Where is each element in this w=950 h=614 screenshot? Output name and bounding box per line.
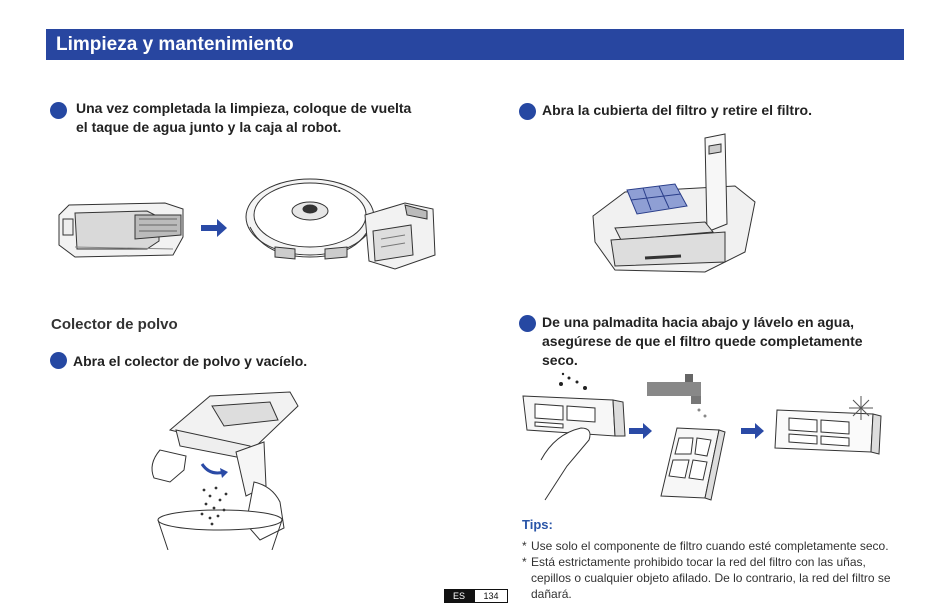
water-tank-drawing: [59, 203, 183, 257]
page-number: 134: [474, 589, 508, 603]
step-empty-bin: Abra el colector de polvo y vacíelo.: [73, 353, 308, 369]
filter-cover-illustration: [585, 132, 760, 282]
clean-filter-drawing: [775, 410, 881, 454]
wash-filter-illustration: [515, 370, 890, 510]
faucet-drawing: [647, 374, 707, 418]
section-banner: [46, 29, 904, 60]
language-label: ES: [444, 589, 474, 603]
right-arrow-icon: [741, 423, 764, 439]
right-arrow-icon: [629, 423, 652, 439]
right-arrow-icon: [201, 219, 227, 237]
filter-under-water-drawing: [661, 428, 725, 500]
tips-heading: Tips:: [522, 517, 553, 532]
robot-drawing: [246, 179, 374, 259]
page-title: Limpieza y mantenimiento: [56, 34, 294, 55]
step-wash-filter: De una palmadita hacia abajo y lávelo en agua, asegúrese de que el filtro quede completamente seco.: [542, 314, 863, 368]
robot-side-drawing: [365, 203, 435, 269]
tip-item: * Está estrictamente prohibido tocar la red del filtro con las uñas, cepillos o cualquier objeto afilado. De lo contrario, la red del filtro se dañará.: [522, 555, 891, 601]
step-bullet-icon: [50, 352, 67, 369]
tip-item: * Use solo el componente de filtro cuando esté completamente seco.: [522, 539, 889, 553]
step-open-filter: Abra la cubierta del filtro y retire el filtro.: [542, 102, 812, 118]
return-tank-illustration: [55, 175, 450, 275]
step-return-tank: Una vez completada la limpieza, coloque de vuelta el taque de agua junto y la caja al robot.: [76, 100, 412, 135]
empty-bin-illustration: [140, 390, 310, 550]
step-bullet-icon: [519, 315, 536, 332]
step-bullet-icon: [519, 103, 536, 120]
dirty-filter-drawing: [523, 396, 625, 500]
dust-collector-heading: Colector de polvo: [51, 316, 178, 333]
dust-particles: [559, 373, 587, 390]
step-bullet-icon: [50, 102, 67, 119]
